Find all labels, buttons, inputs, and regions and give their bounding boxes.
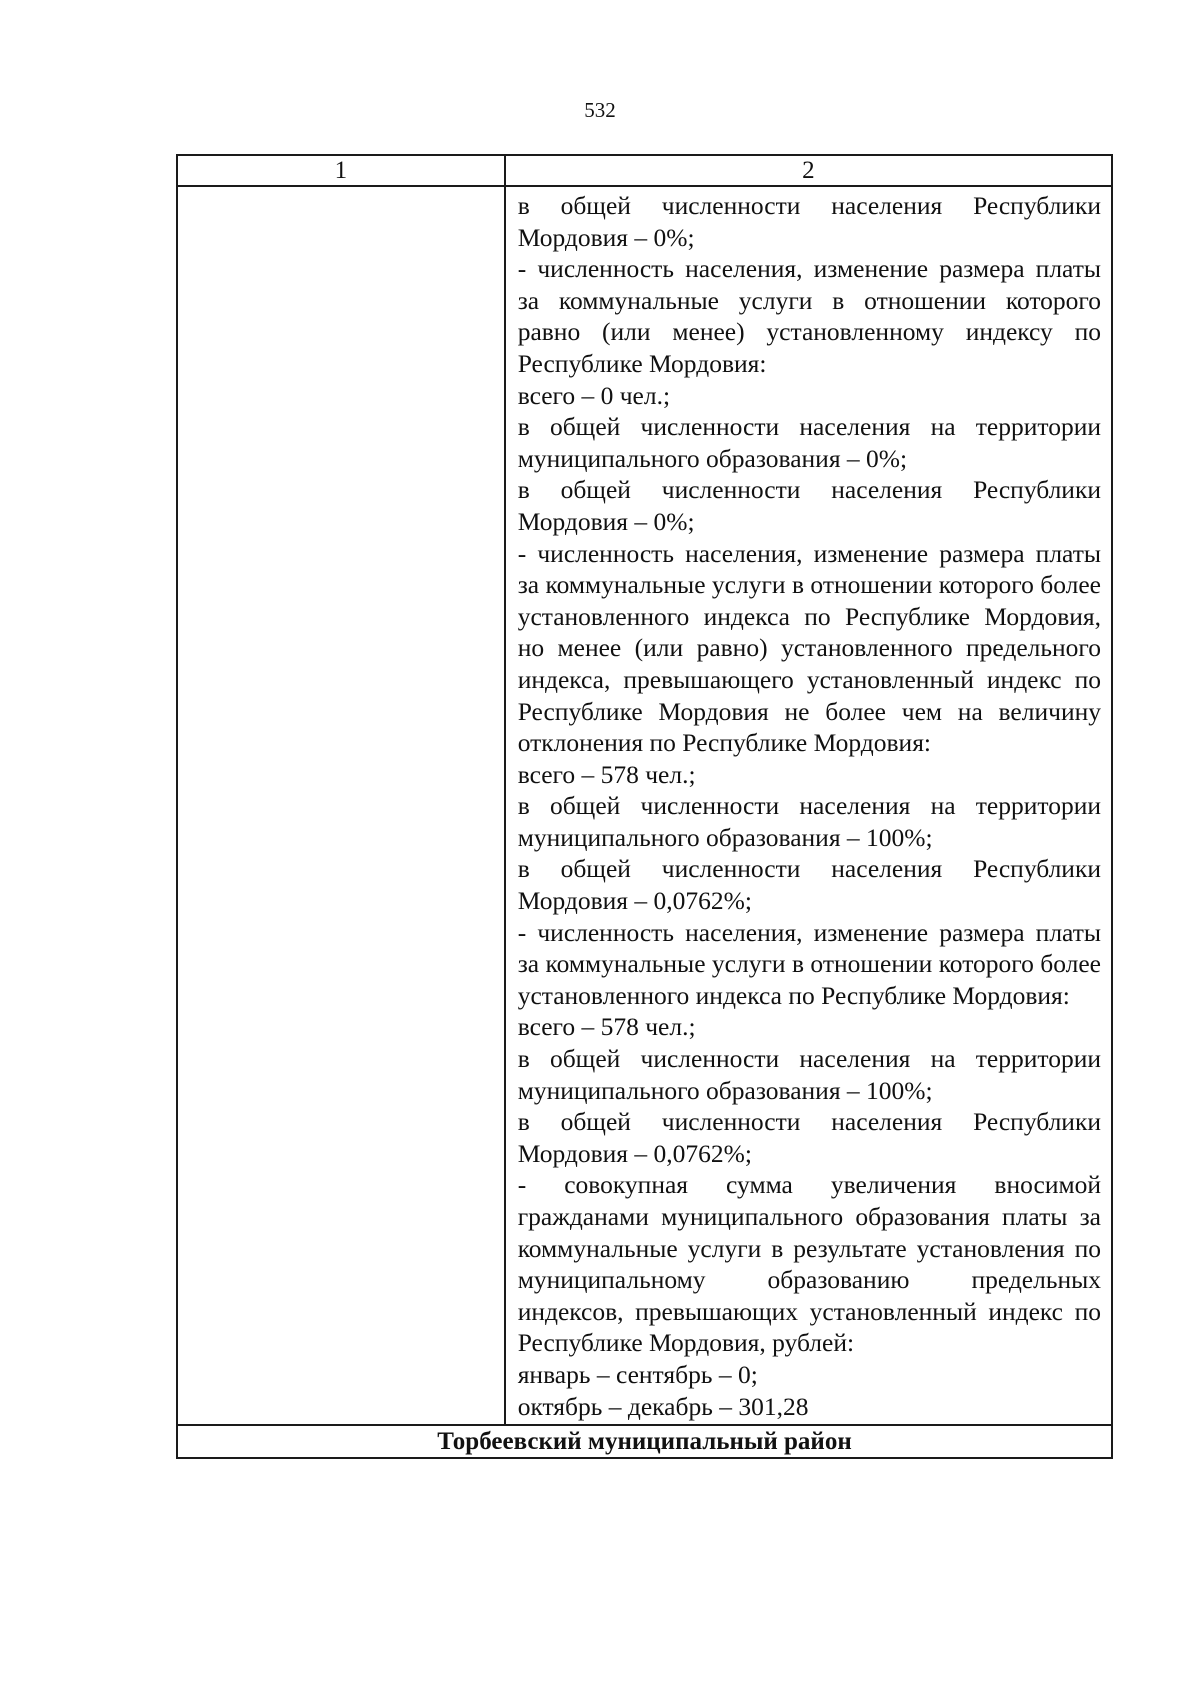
paragraph: всего – 0 чел.;	[517, 380, 671, 410]
right-cell-content	[505, 186, 1112, 1425]
paragraph: в общей численности населения Республики Мордовия – 0,0762%;	[517, 1107, 1101, 1168]
paragraph: октябрь – декабрь – 301,28	[517, 1391, 809, 1421]
column-header-2: 2	[505, 155, 1112, 186]
paragraph: всего – 578 чел.;	[517, 759, 696, 789]
table-header-row	[177, 155, 1112, 186]
paragraph: - численность населения, изменение размера платы за коммунальные услуги в отношении которого более установленного индекса по Республике Мордовия, но менее (или равно) установленного предельного индекса, превышающего установленный индекс по Республике Мордовия не более чем на величину отклонения по Республике Мордовия:	[517, 538, 1101, 758]
page-number: 532	[584, 98, 616, 122]
paragraph: в общей численности населения Республики Мордовия – 0%;	[517, 191, 1101, 252]
left-cell-empty	[177, 186, 505, 1425]
paragraph: январь – сентябрь – 0;	[517, 1359, 758, 1389]
paragraph: в общей численности населения на территории муниципального образования – 100%;	[517, 791, 1101, 852]
paragraph: - совокупная сумма увеличения вносимой гражданами муниципального образования платы за коммунальные услуги в результате установления по муниципальному образованию предельных индексов, превышающих установленный индекс по Республике Мордовия, рублей:	[517, 1170, 1101, 1358]
district-title: Торбеевский муниципальный район	[177, 1425, 1112, 1458]
table-row	[177, 186, 1112, 1425]
paragraph: в общей численности населения Республики Мордовия – 0%;	[517, 475, 1101, 536]
data-table	[176, 154, 1113, 1459]
paragraph: всего – 578 чел.;	[517, 1012, 696, 1042]
paragraph: - численность населения, изменение размера платы за коммунальные услуги в отношении которого равно (или менее) установленному индексу по Республике Мордовия:	[517, 254, 1101, 378]
paragraph: в общей численности населения Республики Мордовия – 0,0762%;	[517, 854, 1101, 916]
column-header-1: 1	[177, 155, 505, 186]
table-footer-row	[177, 1425, 1112, 1458]
paragraph: в общей численности населения на территории муниципального образования – 100%;	[517, 1044, 1101, 1105]
paragraph: - численность населения, изменение размера платы за коммунальные услуги в отношении которого более установленного индекса по Республике Мордовия:	[517, 917, 1101, 1010]
paragraph: в общей численности населения на территории муниципального образования – 0%;	[517, 412, 1101, 473]
